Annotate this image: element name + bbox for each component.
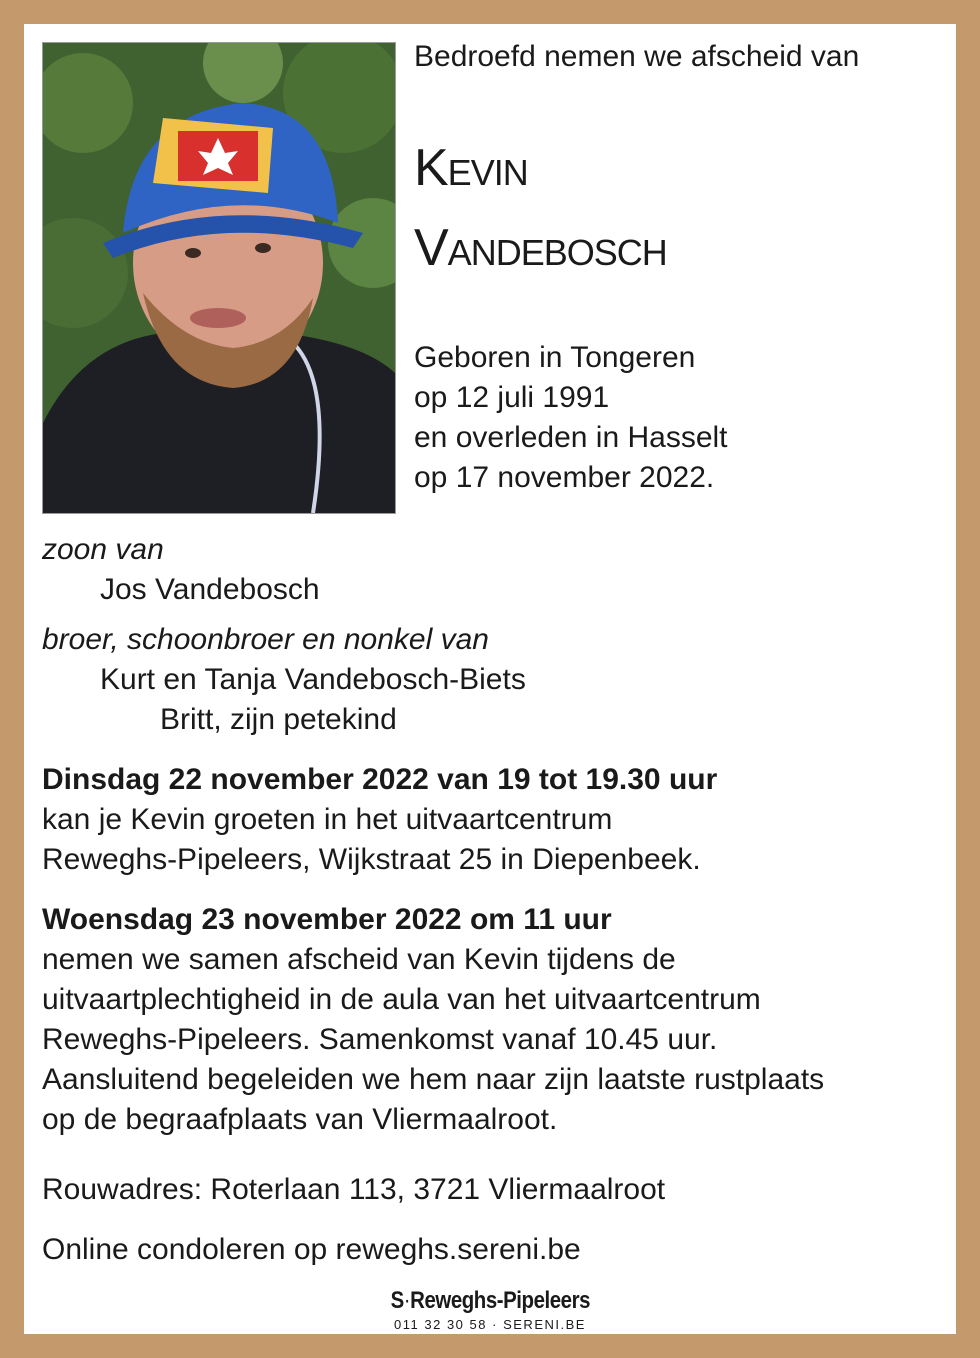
contact-separator: · — [492, 1317, 498, 1332]
brand-separator: · — [403, 1287, 410, 1314]
contact-line — [314, 1316, 666, 1334]
bio-line: op 12 juli 1991 — [414, 381, 610, 414]
mourning-address: Rouwadres: Roterlaan 113, 3721 Vliermaalroot — [42, 1173, 666, 1206]
bio-line: op 17 november 2022. — [414, 461, 715, 494]
obituary-body — [42, 530, 942, 1270]
godchild-name: Britt, zijn petekind — [160, 703, 397, 736]
funeral-line: Reweghs-Pipeleers. Samenkomst vanaf 10.45 uur. — [42, 1023, 718, 1056]
brother-of-label: broer, schoonbroer en nonkel van — [42, 623, 489, 656]
sibling-names: Kurt en Tanja Vandebosch-Biets — [100, 663, 526, 696]
bio-line: Geboren in Tongeren — [414, 341, 696, 374]
first-name: Kevin — [414, 139, 528, 197]
funeral-line: Aansluitend begeleiden we hem naar zijn laatste rustplaats — [42, 1063, 825, 1096]
obituary-card — [24, 24, 956, 1334]
funeral-line: nemen we samen afscheid van Kevin tijdens de — [42, 943, 676, 976]
online-condolences: Online condoleren op reweghs.sereni.be — [42, 1233, 581, 1266]
phone-number: 011 32 30 58 — [394, 1317, 487, 1332]
header-column — [414, 38, 944, 498]
bio-block — [414, 338, 944, 498]
funeral-heading: Woensdag 23 november 2022 om 11 uur — [42, 903, 612, 936]
visitation-line: Reweghs-Pipeleers, Wijkstraat 25 in Diepenbeek. — [42, 843, 701, 876]
brand-logo-mark: S — [390, 1287, 404, 1314]
last-name: Vandebosch — [414, 219, 667, 277]
parent-name: Jos Vandebosch — [100, 573, 320, 606]
funeral-home-footer — [314, 1286, 666, 1334]
son-of-label: zoon van — [42, 533, 164, 566]
intro-text: Bedroefd nemen we afscheid van — [414, 40, 860, 73]
bio-line: en overleden in Hasselt — [414, 421, 728, 454]
visitation-heading: Dinsdag 22 november 2022 van 19 tot 19.30 uur — [42, 763, 718, 796]
website-link[interactable]: SERENI.BE — [503, 1317, 586, 1332]
funeral-block — [42, 900, 942, 1140]
funeral-line: op de begraafplaats van Vliermaalroot. — [42, 1103, 558, 1136]
brand-name: Reweghs-Pipeleers — [409, 1287, 590, 1314]
funeral-line: uitvaartplechtigheid in de aula van het uitvaartcentrum — [42, 983, 761, 1016]
portrait-photo — [42, 42, 396, 514]
portrait-illustration — [43, 43, 395, 513]
deceased-name — [414, 128, 944, 288]
funeral-home-brand — [390, 1286, 589, 1316]
visitation-line: kan je Kevin groeten in het uitvaartcentrum — [42, 803, 613, 836]
visitation-block — [42, 760, 942, 880]
